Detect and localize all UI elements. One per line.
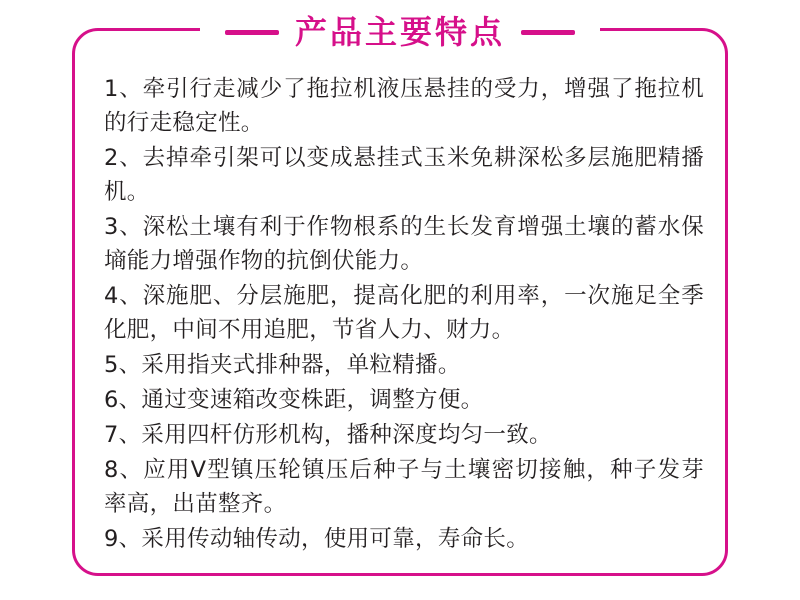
- list-item: 1、牵引行走减少了拖拉机液压悬挂的受力，增强了拖拉机的行走稳定性。: [104, 76, 704, 136]
- list-item: 9、采用传动轴传动，使用可靠，寿命长。: [104, 526, 530, 552]
- list-item: 5、采用指夹式排种器，单粒精播。: [104, 352, 461, 378]
- page-title: 产品主要特点: [294, 13, 505, 51]
- list-item: 8、应用V型镇压轮镇压后种子与土壤密切接触，种子发芽率高，出苗整齐。: [104, 457, 704, 517]
- feature-list: [104, 72, 704, 564]
- poster-title-row: [0, 8, 800, 56]
- list-item: 7、采用四杆仿形机构，播种深度均匀一致。: [104, 422, 552, 448]
- list-item: 2、去掉牵引架可以变成悬挂式玉米免耕深松多层施肥精播机。: [104, 145, 704, 205]
- list-item: 3、深松土壤有利于作物根系的生长发育增强土壤的蓄水保墒能力增强作物的抗倒伏能力。: [104, 214, 704, 274]
- title-dash-right-icon: [521, 30, 575, 35]
- title-dash-left-icon: [225, 30, 279, 35]
- list-item: 6、通过变速箱改变株距，调整方便。: [104, 387, 484, 413]
- list-item: 4、深施肥、分层施肥，提高化肥的利用率，一次施足全季化肥，中间不用追肥，节省人力、财力。: [104, 283, 704, 343]
